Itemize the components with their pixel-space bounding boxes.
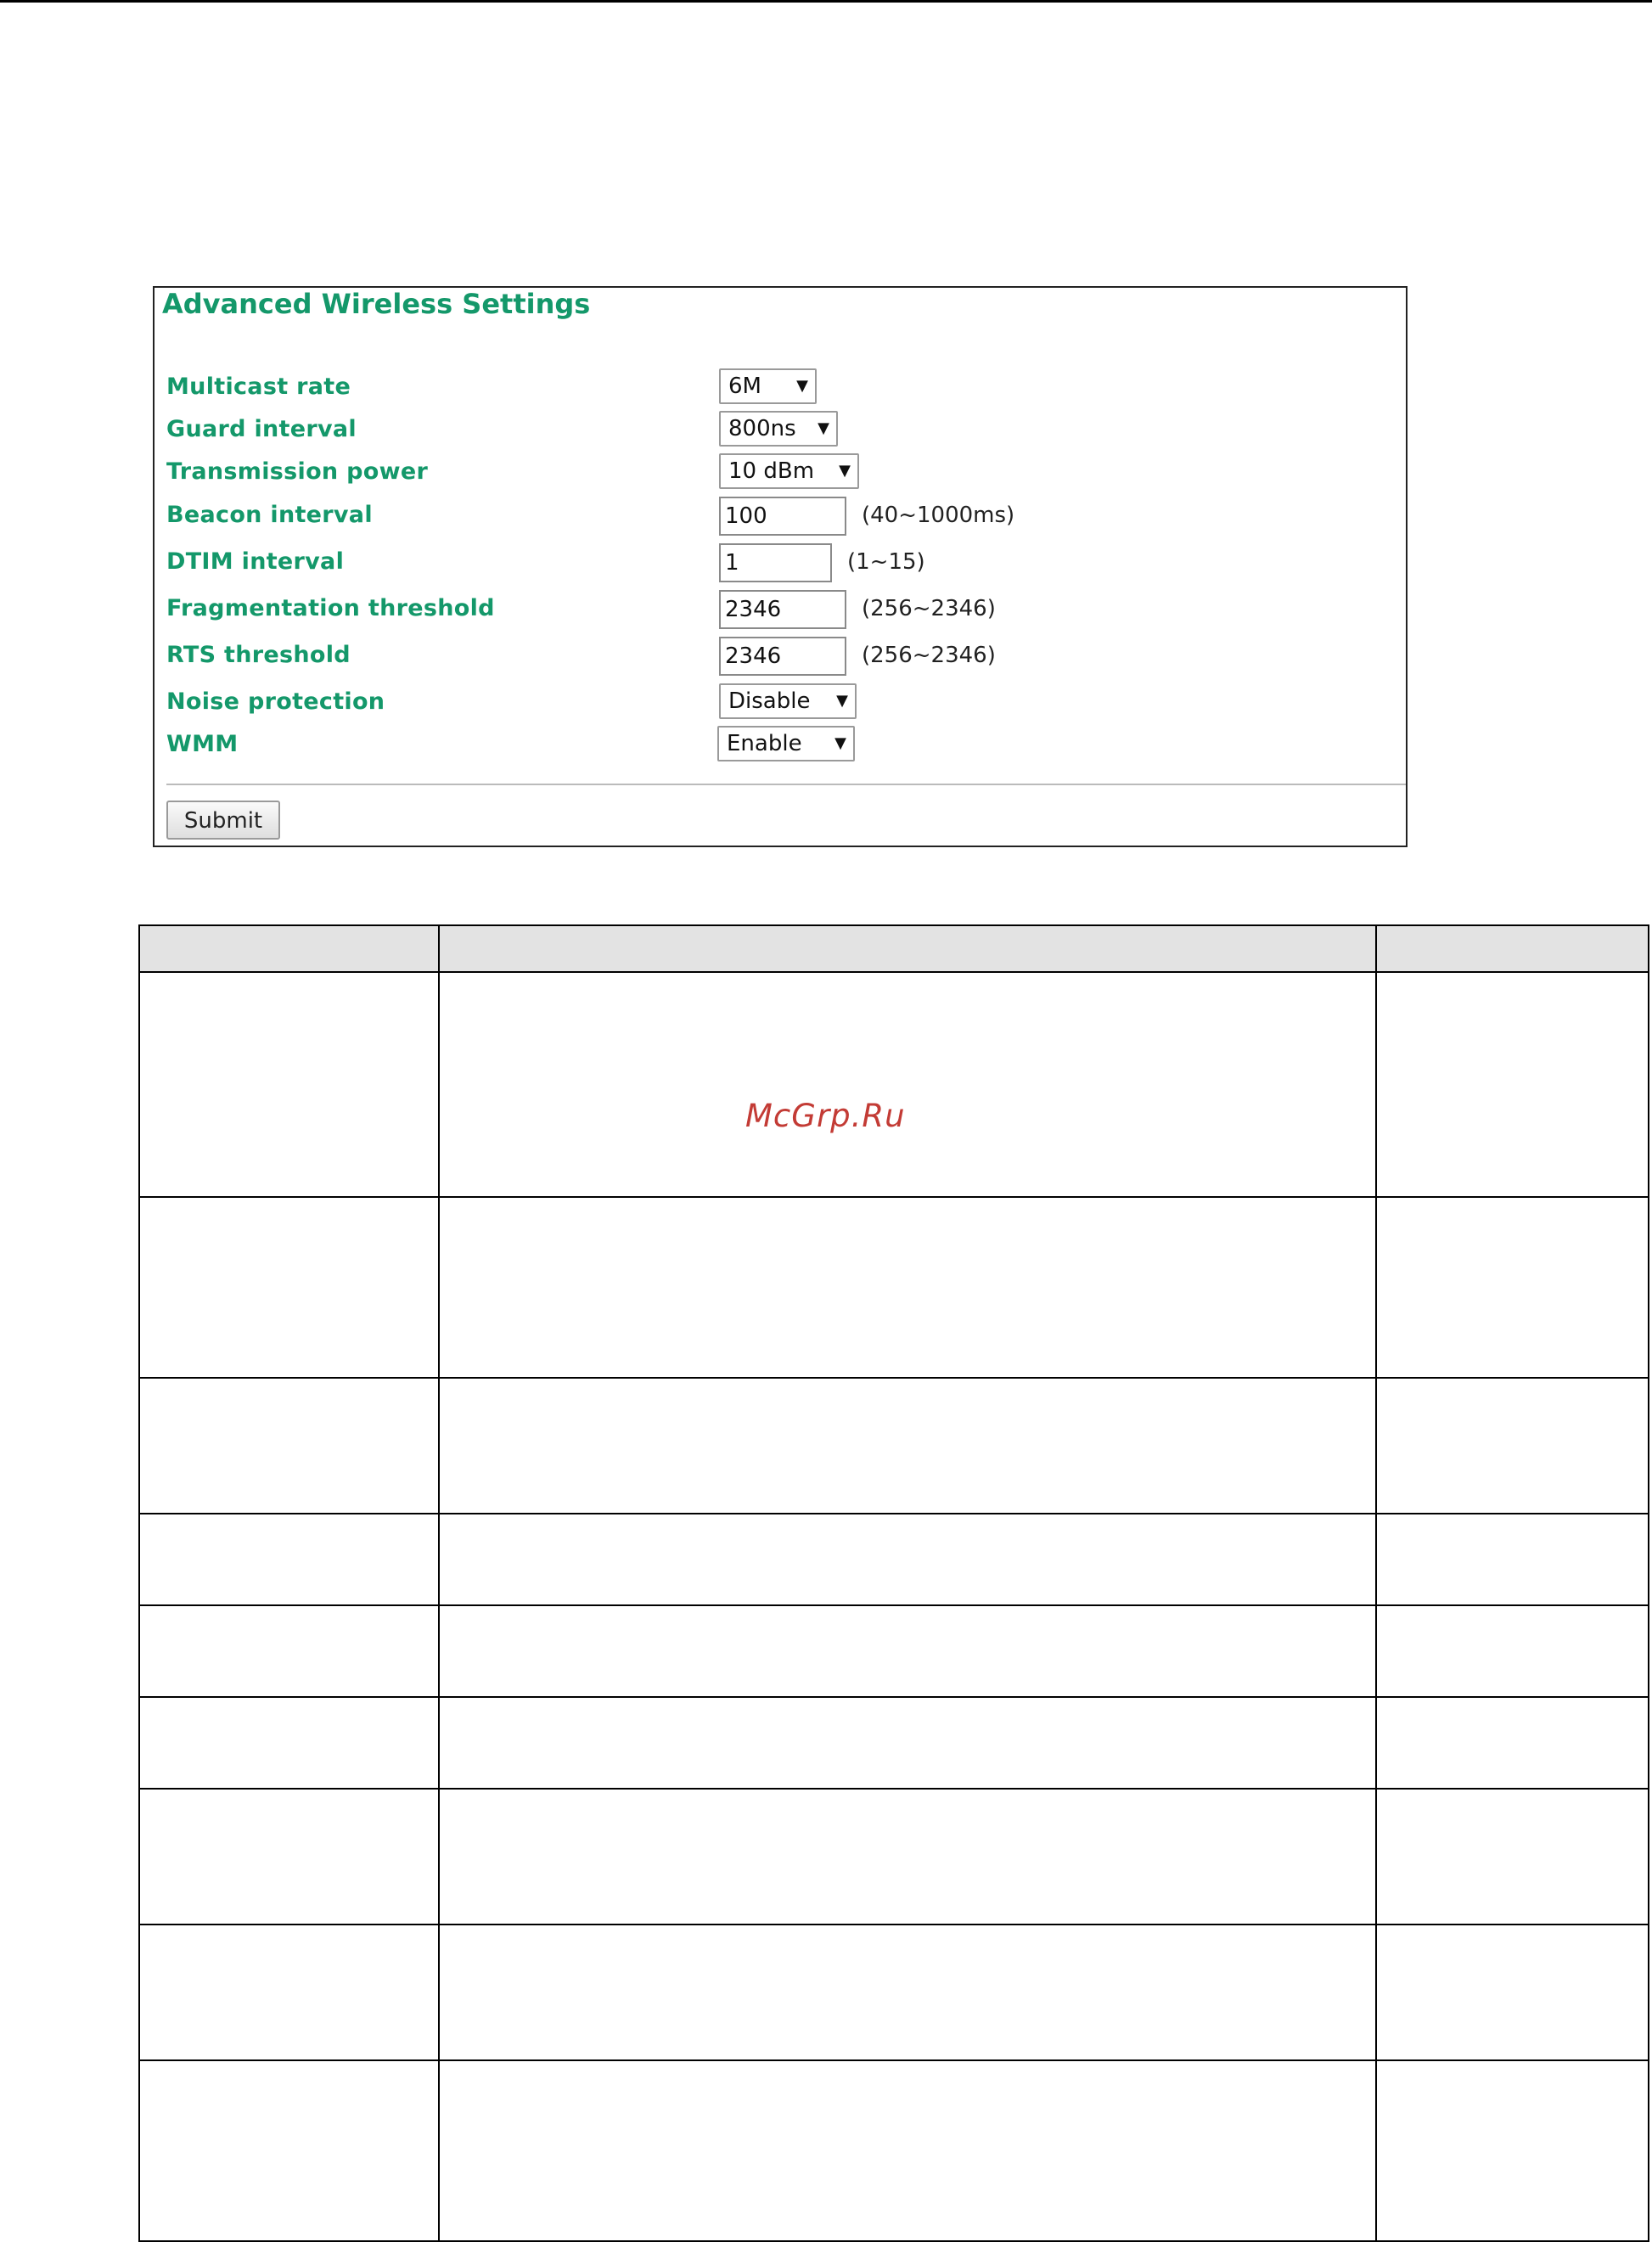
table-cell — [1376, 1925, 1649, 2060]
table-cell — [139, 1925, 439, 2060]
beacon-interval-range: (40~1000ms) — [862, 503, 1015, 528]
table-cell — [1376, 1697, 1649, 1789]
table-cell — [139, 1514, 439, 1605]
table-cell — [439, 1197, 1376, 1378]
rts-threshold-label: RTS threshold — [166, 642, 351, 668]
guard-interval-value: 800ns — [728, 416, 796, 441]
table-cell — [439, 1925, 1376, 2060]
beacon-interval-input[interactable] — [719, 497, 846, 536]
chevron-down-icon: ▼ — [796, 377, 808, 395]
table-cell — [139, 1789, 439, 1925]
submit-button[interactable]: Submit — [166, 801, 280, 840]
table-cell — [1376, 972, 1649, 1197]
table-cell — [139, 1605, 439, 1697]
transmission-power-row — [155, 453, 1406, 492]
wmm-label: WMM — [166, 731, 239, 757]
table-cell — [1376, 1605, 1649, 1697]
dtim-interval-input[interactable] — [719, 543, 832, 582]
fragmentation-threshold-range: (256~2346) — [862, 596, 996, 621]
fragmentation-threshold-input[interactable] — [719, 590, 846, 629]
table-row — [139, 1514, 1649, 1605]
table-cell — [439, 1514, 1376, 1605]
table-cell — [139, 1378, 439, 1514]
table-cell — [439, 1378, 1376, 1514]
dtim-interval-row — [155, 543, 1406, 582]
rts-threshold-range: (256~2346) — [862, 643, 996, 668]
table-cell — [439, 1789, 1376, 1925]
noise-protection-row — [155, 683, 1406, 722]
multicast-rate-value: 6M — [728, 374, 761, 399]
chevron-down-icon: ▼ — [834, 734, 846, 752]
dtim-interval-range: (1~15) — [847, 549, 925, 575]
table-cell — [1376, 2060, 1649, 2241]
table-cell — [439, 972, 1376, 1197]
guard-interval-select[interactable] — [719, 411, 838, 447]
top-rule — [0, 0, 1652, 3]
rts-threshold-input[interactable] — [719, 637, 846, 676]
noise-protection-label: Noise protection — [166, 688, 385, 715]
beacon-interval-row — [155, 497, 1406, 536]
multicast-rate-row — [155, 368, 1406, 407]
table-row — [139, 1789, 1649, 1925]
table-cell — [1376, 1197, 1649, 1378]
table-cell — [439, 2060, 1376, 2241]
table-row — [139, 1925, 1649, 2060]
noise-protection-select[interactable] — [719, 683, 857, 719]
watermark: McGrp.Ru — [745, 1098, 906, 1134]
table-cell — [1376, 1378, 1649, 1514]
table-cell — [139, 2060, 439, 2241]
table-header-cell — [1376, 925, 1649, 972]
chevron-down-icon: ▼ — [818, 419, 829, 437]
rts-threshold-row — [155, 637, 1406, 676]
table-row — [139, 1378, 1649, 1514]
wmm-select[interactable] — [717, 726, 855, 761]
panel-title: Advanced Wireless Settings — [162, 288, 591, 320]
table-row — [139, 1197, 1649, 1378]
fragmentation-threshold-row — [155, 590, 1406, 629]
table-header-row — [139, 925, 1649, 972]
table-row — [139, 1605, 1649, 1697]
table-cell — [139, 1697, 439, 1789]
chevron-down-icon: ▼ — [839, 462, 851, 480]
table-header-cell — [439, 925, 1376, 972]
table-cell — [439, 1697, 1376, 1789]
beacon-interval-label: Beacon interval — [166, 502, 373, 528]
table-cell — [1376, 1789, 1649, 1925]
table-cell — [439, 1605, 1376, 1697]
guard-interval-label: Guard interval — [166, 416, 357, 442]
table-row — [139, 1697, 1649, 1789]
noise-protection-value: Disable — [728, 688, 811, 714]
wmm-value: Enable — [727, 731, 802, 756]
table-row — [139, 972, 1649, 1197]
multicast-rate-label: Multicast rate — [166, 374, 351, 400]
form-divider — [166, 784, 1406, 785]
multicast-rate-select[interactable] — [719, 368, 817, 404]
table-row — [139, 2060, 1649, 2241]
table-header-cell — [139, 925, 439, 972]
transmission-power-select[interactable] — [719, 453, 859, 489]
guard-interval-row — [155, 411, 1406, 450]
table-cell — [139, 1197, 439, 1378]
table-cell — [139, 972, 439, 1197]
wmm-row — [155, 726, 1406, 765]
transmission-power-label: Transmission power — [166, 458, 429, 485]
advanced-wireless-settings-panel — [153, 286, 1408, 847]
fragmentation-threshold-label: Fragmentation threshold — [166, 595, 495, 621]
dtim-interval-label: DTIM interval — [166, 548, 345, 575]
chevron-down-icon: ▼ — [836, 692, 848, 710]
table-cell — [1376, 1514, 1649, 1605]
transmission-power-value: 10 dBm — [728, 458, 815, 484]
